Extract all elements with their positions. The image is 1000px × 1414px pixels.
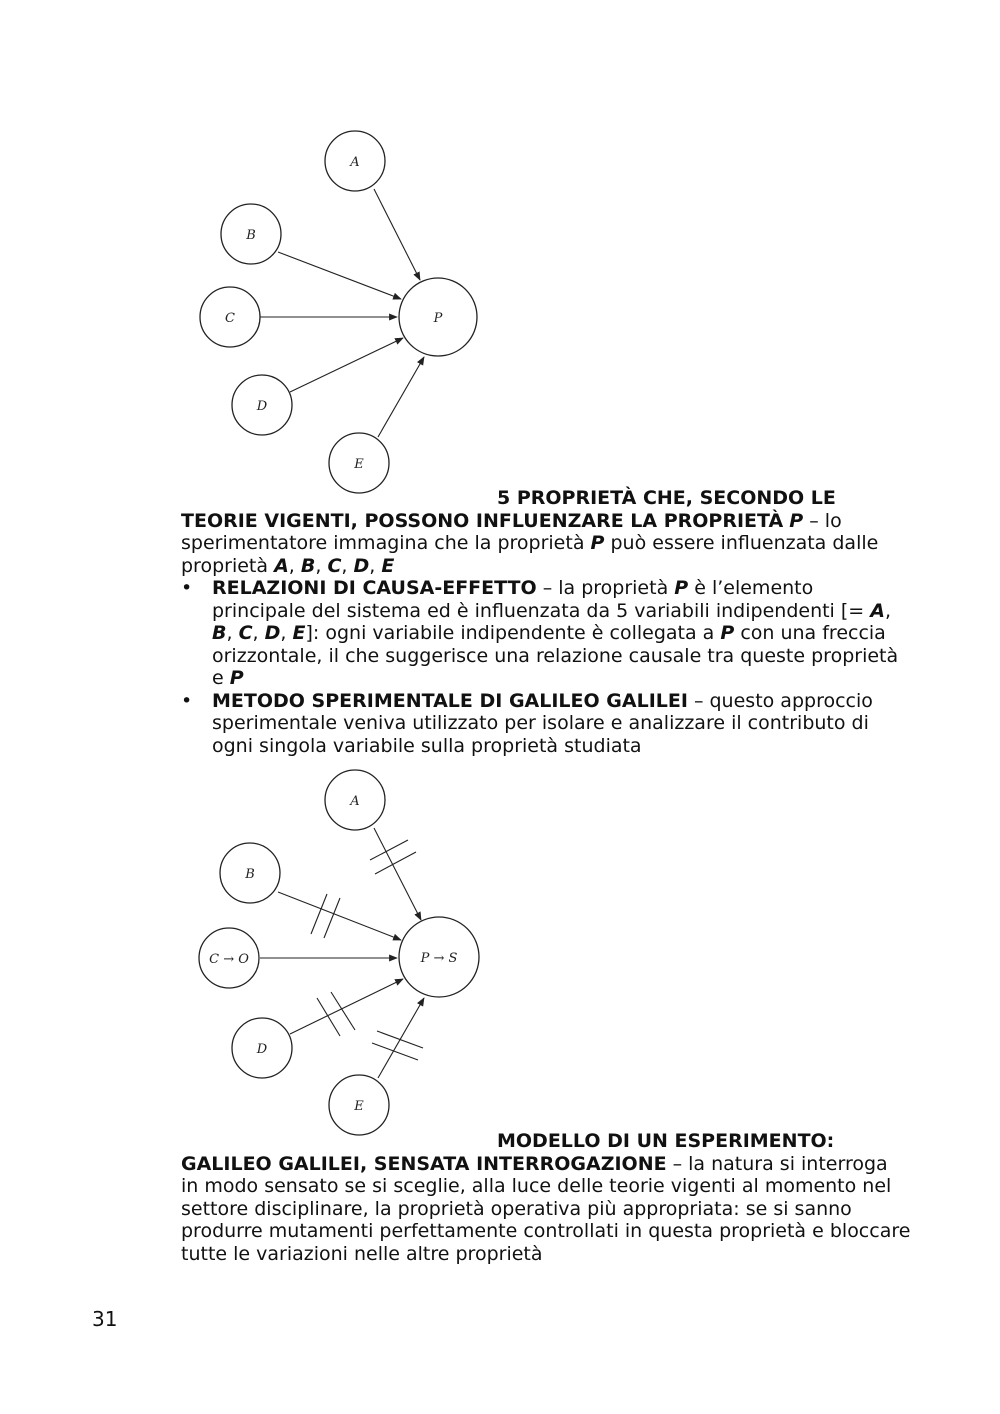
section2-heading-line2: GALILEO GALILEI, SENSATA INTERROGAZIONE: [181, 1152, 667, 1175]
node-p-label: P: [433, 311, 443, 326]
section-experiment-model: [181, 1130, 911, 1265]
bullet1-title: RELAZIONI DI CAUSA-EFFETTO: [212, 577, 537, 599]
section1-intro-var-p: P: [590, 532, 605, 554]
bullet2-title: METODO SPERIMENTALE DI GALILEO GALILEI: [212, 689, 688, 712]
edge2-d-p: [290, 979, 403, 1034]
diagram-experiment-model: [199, 770, 479, 1135]
bullet-galileo-method: [181, 690, 911, 758]
var-e: E: [381, 554, 395, 577]
edge2-e-p: [378, 998, 424, 1078]
edge-b-p: [278, 252, 401, 299]
node2-p-label: P → S: [420, 951, 458, 966]
page-number: 31: [92, 1307, 118, 1331]
bullet-cause-effect: • RELAZIONI DI CAUSA-EFFETTO – la proprietà P è l’elemento principale del sistema ed è influenzata da 5 variabili indipendenti [= A, B, C, D, E]: ogni variabile indipendente è collegata a P con una freccia orizzontale, il che suggerisce una relazione causale tra queste proprietà e P: [181, 577, 911, 690]
bullet1-var-p: P: [674, 577, 689, 599]
section-cause-effect: [181, 487, 911, 757]
section1-heading-var: P: [789, 509, 804, 532]
bullet1-var-a: A: [870, 599, 885, 622]
node-e-label: E: [354, 457, 364, 472]
node-c-label: C: [225, 311, 235, 326]
var-c: C: [327, 554, 342, 577]
var-d: D: [353, 554, 370, 577]
var-a: A: [274, 554, 289, 577]
var-b: B: [300, 554, 316, 577]
section1-heading-line2: TEORIE VIGENTI, POSSONO INFLUENZARE LA PROPRIETÀ: [181, 509, 784, 532]
bullet1-text1: – la proprietà: [536, 577, 675, 599]
bullet1-var-e: E: [292, 622, 306, 644]
section1-heading-line1: 5 PROPRIETÀ CHE, SECONDO LE: [497, 487, 836, 509]
bullet1-text4: con una freccia orizzontale, il che suggerisce una relazione causale tra queste proprietà e: [212, 622, 899, 689]
bullet1-text3: ]: ogni variabile indipendente è collegata a: [305, 622, 721, 644]
bullet1-var-b: B: [212, 622, 227, 644]
node2-d-label: D: [256, 1042, 268, 1057]
node2-b-label: B: [245, 867, 255, 882]
edge-d-p: [290, 338, 403, 392]
block-mark-e: [372, 1031, 423, 1060]
edge-a-p: [374, 189, 420, 280]
block-mark-b: [311, 894, 340, 938]
section1-bullet-list: [181, 577, 911, 757]
bullet2-text1: – questo approccio sperimentale veniva utilizzato per isolare e analizzare il contributo di ogni singola variabile sulla proprietà studiata: [212, 689, 873, 757]
bullet1-var-c: C: [238, 622, 253, 644]
node-d-label: D: [256, 399, 268, 414]
block-mark-a: [370, 840, 416, 874]
bullet1-var-p2: P: [720, 622, 735, 644]
section1-intro-mid: può essere influenzata dalle proprietà: [181, 532, 879, 577]
bullet1-var-d: D: [264, 622, 281, 644]
node-b-label: B: [246, 228, 256, 243]
section2-text: – la natura si interroga in modo sensato se si sceglie, alla luce delle teorie vigenti al momento nel settore disciplinare, la proprietà operativa più appropriata: se si sanno produrre mutamenti perfettamente controllati in questa proprietà e bloccare tutte le variazioni nelle altre proprietà: [181, 1152, 911, 1265]
block-mark-d: [317, 992, 355, 1036]
node2-e-label: E: [354, 1099, 364, 1114]
section2-heading-line1: MODELLO DI UN ESPERIMENTO:: [497, 1130, 835, 1152]
node2-a-label: A: [350, 794, 360, 809]
bullet1-var-p3: P: [229, 667, 244, 689]
edge2-a-p: [374, 828, 421, 920]
bullet1-text2: è l’elemento principale del sistema ed è influenzata da 5 variabili indipendenti [=: [212, 577, 871, 622]
diagram-cause-effect: [200, 131, 477, 493]
node2-c-label: C → O: [209, 952, 249, 967]
edge-e-p: [378, 357, 424, 437]
section1-intro-dash: – lo sperimentatore immagina che la proprietà: [181, 509, 842, 554]
section2-paragraph: [181, 1153, 911, 1266]
node-a-label: A: [350, 155, 360, 170]
section1-paragraph: TEORIE VIGENTI, POSSONO INFLUENZARE LA PROPRIETÀ P – lo sperimentatore immagina che la proprietà P può essere influenzata dalle proprietà A, B, C, D, E: [181, 509, 879, 577]
